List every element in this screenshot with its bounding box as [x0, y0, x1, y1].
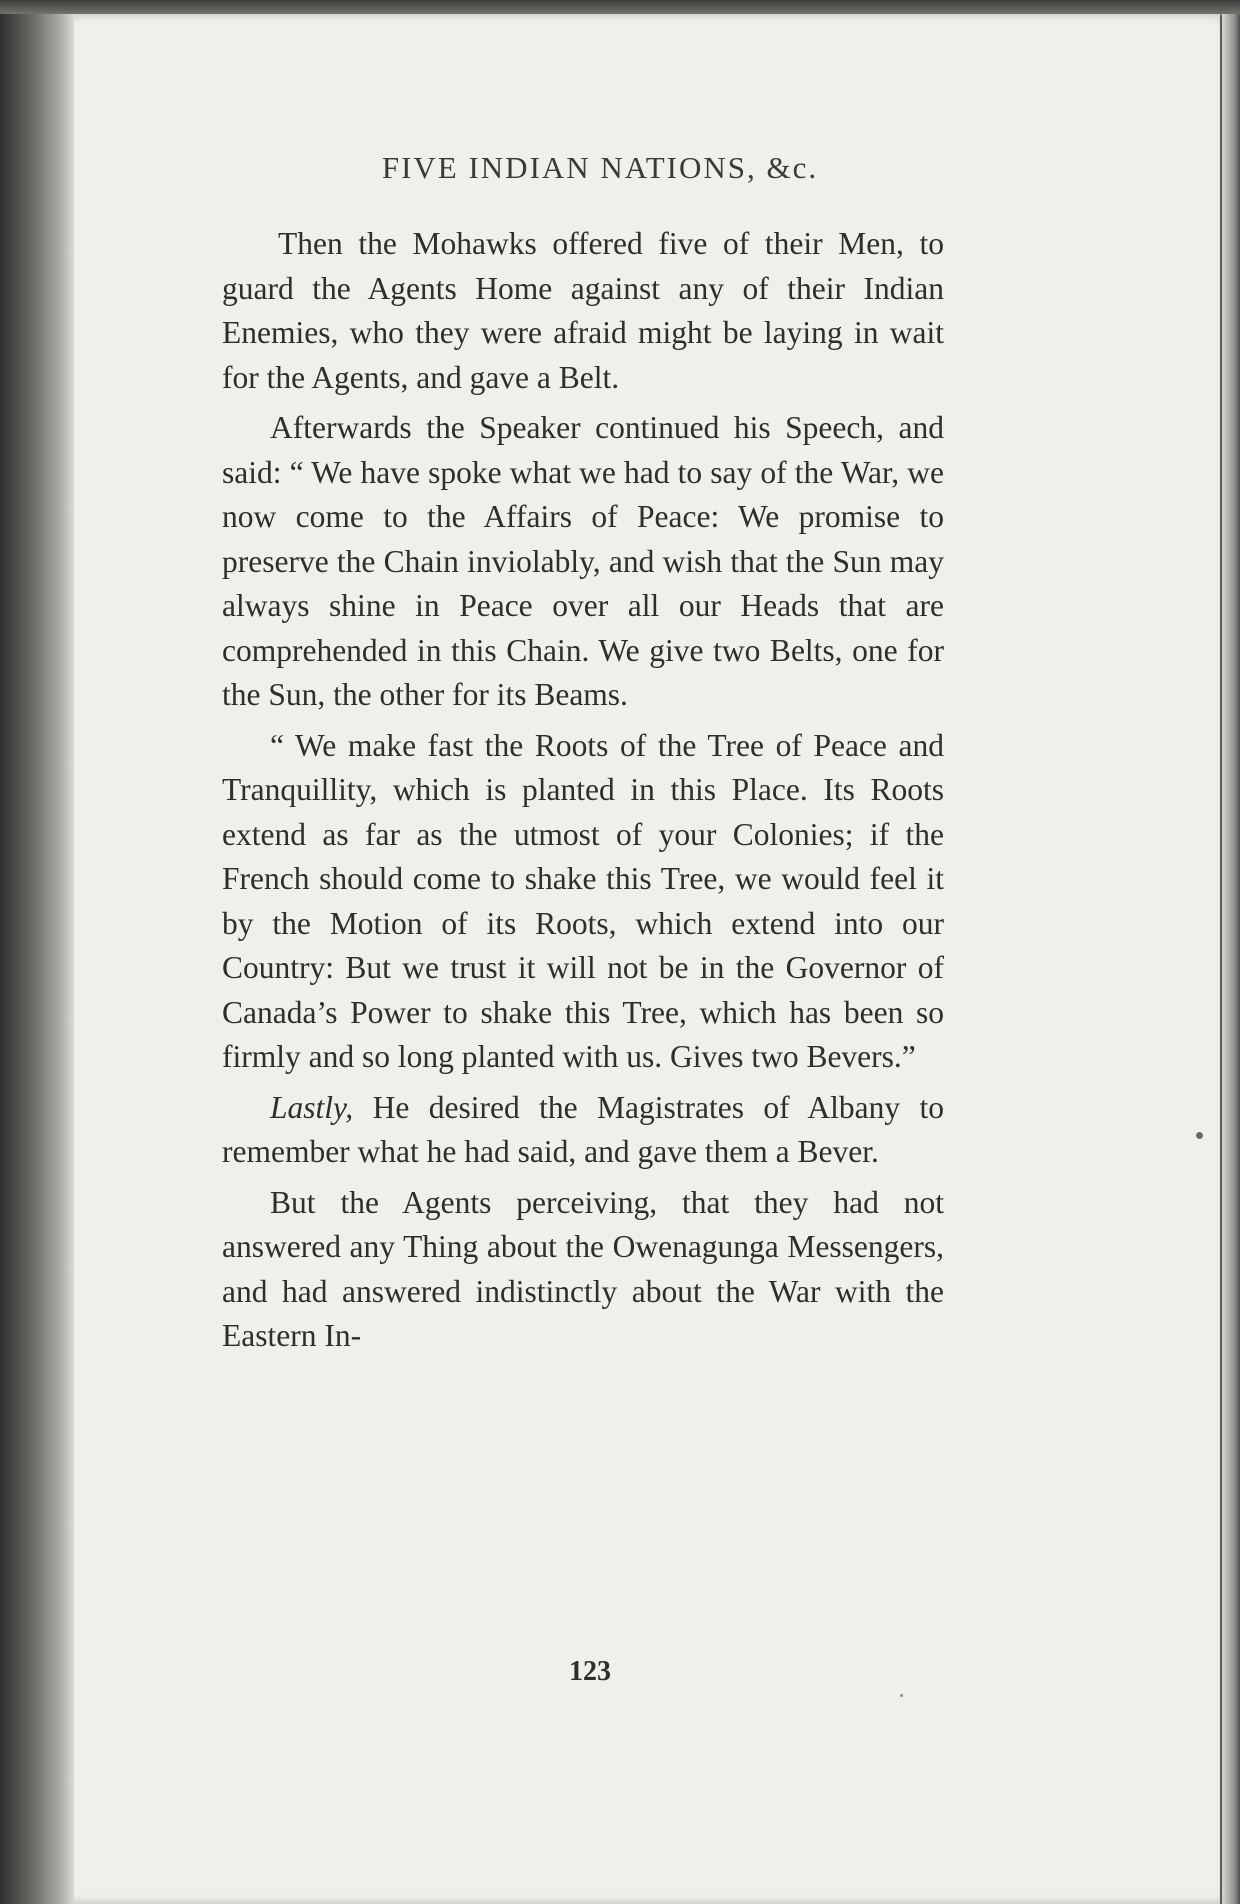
paragraph: Afterwards the Speaker continued his Speech, and said: “ We have spoke what we had to say of the War, we now come to the Affairs of Peace: We promise to preserve the Chain inviolably, and wish that the Sun may always shine in Peace over all our Heads that are comprehended in this Chain. We give two Belts, one for the Sun, the other for its Beams. — [222, 410, 944, 712]
paragraph: But the Agents perceiving, that they had not answered any Thing about the Owenagunga Messengers, and had answered indistinctly about the War with the Eastern In- — [222, 1184, 944, 1353]
paragraph-rest: He desired the Magistrates of Albany to remember what he had said, and gave them a Bever. — [222, 1089, 944, 1169]
italic-lead: Lastly, — [270, 1089, 354, 1125]
paragraph: Then the Mohawks offered five of their Men, to guard the Agents Home against any of their Indian Enemies, who they were afraid might be laying in wait for the Agents, and gave a Belt. — [222, 226, 944, 395]
book-gutter — [0, 14, 74, 1904]
body-text — [222, 222, 944, 1365]
ink-speck — [1196, 1132, 1203, 1139]
page-right-edge — [1222, 14, 1240, 1904]
paragraph — [222, 1086, 944, 1175]
running-head: FIVE INDIAN NATIONS, &c. — [381, 150, 819, 185]
paragraph: “ We make fast the Roots of the Tree of Peace and Tranquillity, which is planted in this Place. Its Roots extend as far as the utmost of your Colonies; if the French should come to shake this Tree, we would feel it by the Motion of its Roots, which extend into our Country: But we trust it will not be in the Governor of Canada’s Power to shake this Tree, which has been so firmly and so long planted with us. Gives two Bevers.” — [222, 727, 944, 1074]
page-number: 123 — [569, 1656, 611, 1687]
ink-speck — [900, 1694, 903, 1697]
